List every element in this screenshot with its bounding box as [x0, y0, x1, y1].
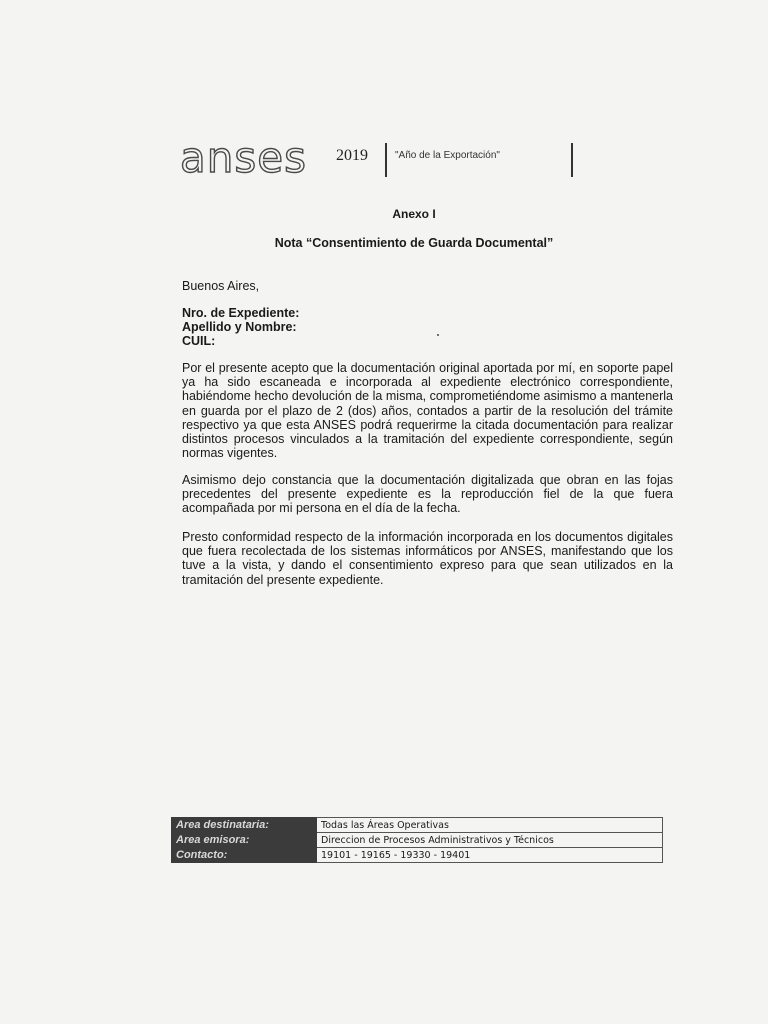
anses-logo: anses — [180, 133, 307, 182]
field-expediente: Nro. de Expediente: — [182, 306, 300, 320]
paragraph-2: Asimismo dejo constancia que la documentación digitalizada que obran en las fojas precedentes del presente expediente es la reproducción fiel de la que fuera acompañada por mi persona en el día de la fecha. — [182, 473, 673, 516]
field-cuil: CUIL: — [182, 334, 216, 348]
footer-info-table — [171, 817, 663, 863]
paragraph-3: Presto conformidad respecto de la información incorporada en los documentos digitales que fuera recolectada de los sistemas informáticos por ANSES, manifestando que los tuve a la vista, y dando el consentimiento expreso para que sean utilizados en la tramitación del presente expediente. — [182, 530, 673, 587]
annex-title: Anexo I — [392, 207, 436, 221]
table-row — [172, 833, 663, 848]
field-nombre: Apellido y Nombre: — [182, 320, 297, 334]
footer-label-destinataria: Area destinataria: — [172, 818, 317, 833]
table-row — [172, 818, 663, 833]
header-divider-right — [571, 143, 573, 177]
header-divider-left — [385, 143, 387, 177]
footer-value-contacto: 19101 - 19165 - 19330 - 19401 — [317, 848, 663, 863]
form-fields — [182, 306, 299, 348]
scan-speck — [437, 334, 439, 336]
footer-value-destinataria: Todas las Áreas Operativas — [317, 818, 663, 833]
footer-label-emisora: Area emisora: — [172, 833, 317, 848]
place-line: Buenos Aires, — [182, 279, 260, 293]
letterhead — [180, 135, 580, 185]
header-motto: "Año de la Exportación" — [395, 150, 500, 161]
footer-label-contacto: Contacto: — [172, 848, 317, 863]
note-title: Nota “Consentimiento de Guarda Documental” — [274, 236, 554, 250]
table-row — [172, 848, 663, 863]
footer-value-emisora: Direccion de Procesos Administrativos y Técnicos — [317, 833, 663, 848]
header-year: 2019 — [336, 147, 368, 164]
paragraph-1: Por el presente acepto que la documentación original aportada por mí, en soporte papel ya ha sido escaneada e incorporada al expediente electrónico correspondiente, habiéndome hecho devolución de la misma, comprometiéndome asimismo a mantenerla en guarda por el plazo de 2 (dos) años, contados a partir de la resolución del trámite respectivo ya que esta ANSES podrá requerirme la citada documentación para realizar distintos procesos vinculados a la tramitación del expediente correspondiente, según normas vigentes. — [182, 361, 673, 461]
